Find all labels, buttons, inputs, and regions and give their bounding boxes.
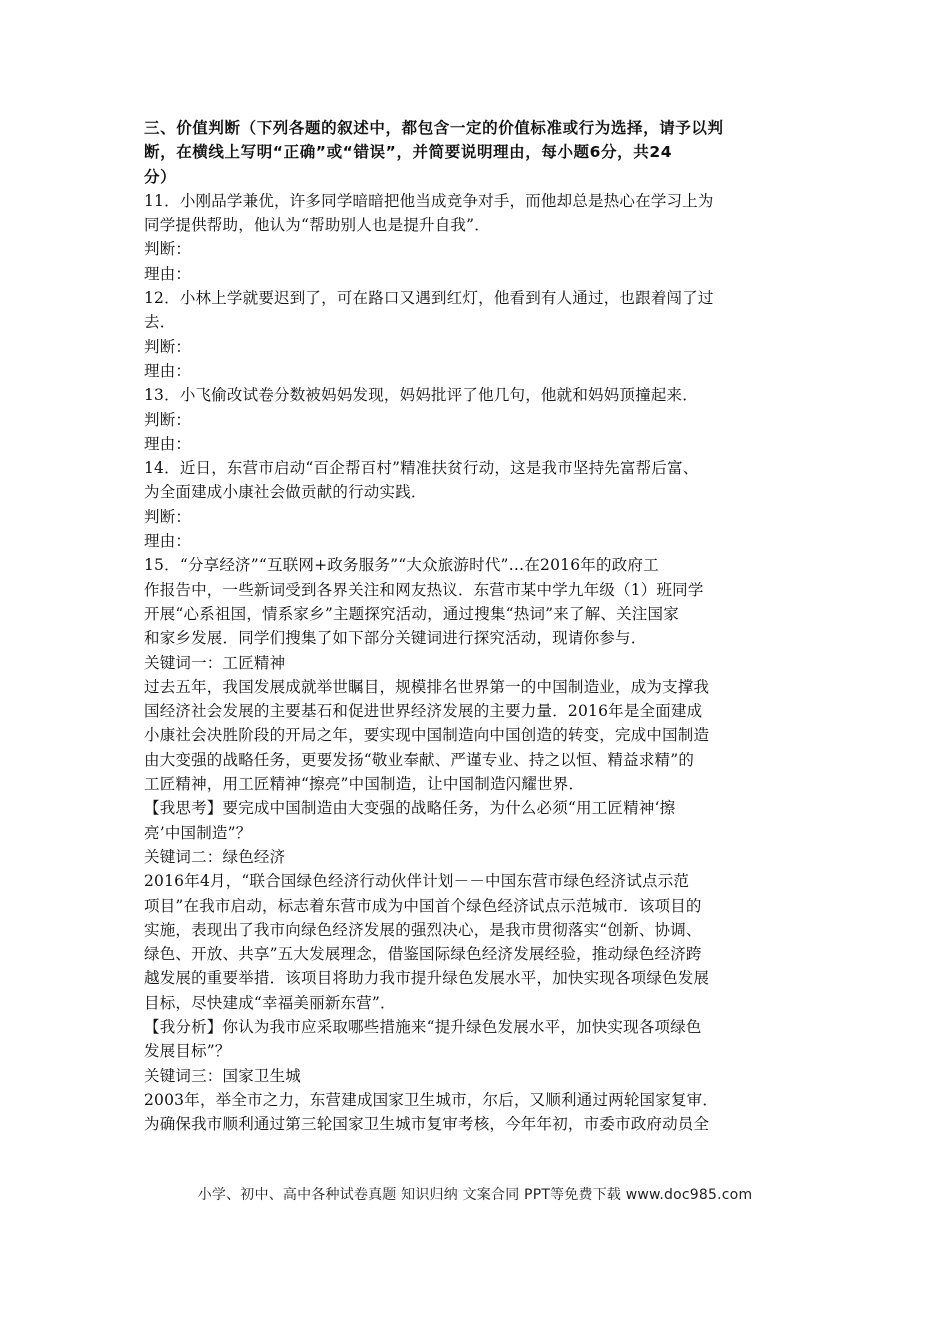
question-15-text: 开展“心系祖国，情系家乡”主题探究活动，通过搜集“热词”来了解、关注国家	[144, 604, 679, 623]
keyword-paragraph: 目标，尽快建成“幸福美丽新东营”．	[144, 993, 396, 1012]
section-heading-line: 三、价值判断（下列各题的叙述中，都包含一定的价值标准或行为选择，请予以判	[144, 119, 724, 137]
judgment-label: 判断：	[144, 337, 192, 356]
keyword-heading: 关键词三：国家卫生城	[144, 1066, 302, 1085]
keyword-paragraph: 2003年，举全市之力，东营建成国家卫生城市，尔后，又顺利通过两轮国家复审．	[144, 1090, 719, 1109]
question-11-text: 同学提供帮助，他认为“帮助别人也是提升自我”．	[144, 216, 490, 235]
keyword-paragraph: 工匠精神，用工匠精神“擦亮”中国制造，让中国制造闪耀世界．	[144, 775, 585, 794]
section-heading	[144, 116, 810, 189]
question-12-text: 12．小林上学就要迟到了，可在路口又遇到红灯，他看到有人通过，也跟着闯了过	[144, 289, 714, 308]
reason-label: 理由：	[144, 434, 192, 453]
document-body	[144, 189, 810, 1137]
reason-label: 理由：	[144, 532, 192, 551]
keyword-paragraph: 越发展的重要举措．该项目将助力我市提升绿色发展水平，加快实现各项绿色发展	[144, 969, 710, 988]
judgment-label: 判断：	[144, 507, 192, 526]
prompt-question: 【我分析】你认为我市应采取哪些措施来“提升绿色发展水平，加快实现各项绿色	[144, 1017, 702, 1036]
question-15-text: 和家乡发展．同学们搜集了如下部分关键词进行探究活动，现请你参与．	[144, 629, 647, 648]
judgment-label: 判断：	[144, 240, 192, 259]
question-15-text: 作报告中，一些新词受到各界关注和网友热议．东营市某中学九年级（1）班同学	[144, 580, 704, 599]
prompt-question: 发展目标”？	[144, 1042, 231, 1061]
section-heading-line: 断，在横线上写明“正确”或“错误”，并简要说明理由，每小题6分，共24	[144, 143, 673, 162]
prompt-question: 亮’中国制造”？	[144, 823, 252, 842]
question-11-text: 11．小刚品学兼优，许多同学暗暗把他当成竞争对手，而他却总是热心在学习上为	[144, 191, 714, 210]
keyword-paragraph: 实施，表现出了我市向绿色经济发展的强烈决心，是我市贯彻落实“创新、协调、	[144, 920, 702, 939]
question-13-text: 13．小飞偷改试卷分数被妈妈发现，妈妈批评了他几句，他就和妈妈顶撞起来．	[144, 386, 698, 405]
keyword-paragraph: 绿色、开放、共享”五大发展理念，借鉴国际绿色经济发展经验，推动绿色经济跨	[144, 945, 702, 964]
question-15-text: 15．“分享经济”“互联网+政务服务”“大众旅游时代”…在2016年的政府工	[144, 556, 659, 575]
question-14-text: 14．近日，东营市启动“百企帮百村”精准扶贫行动，这是我市坚持先富帮后富、	[144, 459, 699, 478]
reason-label: 理由：	[144, 264, 192, 283]
keyword-paragraph: 项目”在我市启动，标志着东营市成为中国首个绿色经济试点示范城市．该项目的	[144, 896, 702, 915]
keyword-paragraph: 2016年4月，“联合国绿色经济行动伙伴计划－－中国东营市绿色经济试点示范	[144, 872, 690, 891]
keyword-paragraph: 过去五年，我国发展成就举世瞩目，规模排名世界第一的中国制造业，成为支撑我	[144, 677, 710, 696]
page-footer: 小学、初中、高中各种试卷真题 知识归纳 文案合同 PPT等免费下载 www.doc985.com	[197, 1187, 753, 1203]
keyword-paragraph: 国经济社会发展的主要基石和促进世界经济发展的主要力量．2016年是全面建成	[144, 702, 703, 721]
keyword-paragraph: 由大变强的战略任务，更要发扬“敬业奉献、严谨专业、持之以恒、精益求精”的	[144, 750, 695, 769]
prompt-question: 【我思考】要完成中国制造由大变强的战略任务，为什么必须“用工匠精神‘擦	[144, 799, 676, 818]
document-page	[144, 116, 810, 1136]
keyword-paragraph: 为确保我市顺利通过第三轮国家卫生城市复审考核，今年年初，市委市政府动员全	[144, 1115, 710, 1134]
reason-label: 理由：	[144, 361, 192, 380]
judgment-label: 判断：	[144, 410, 192, 429]
question-12-text: 去．	[144, 313, 176, 332]
keyword-heading: 关键词一：工匠精神	[144, 653, 286, 672]
section-heading-line: 分）	[144, 167, 177, 186]
question-14-text: 为全面建成小康社会做贡献的行动实践．	[144, 483, 427, 502]
keyword-heading: 关键词二：绿色经济	[144, 847, 286, 866]
keyword-paragraph: 小康社会决胜阶段的开局之年，要实现中国制造向中国创造的转变，完成中国制造	[144, 726, 710, 745]
